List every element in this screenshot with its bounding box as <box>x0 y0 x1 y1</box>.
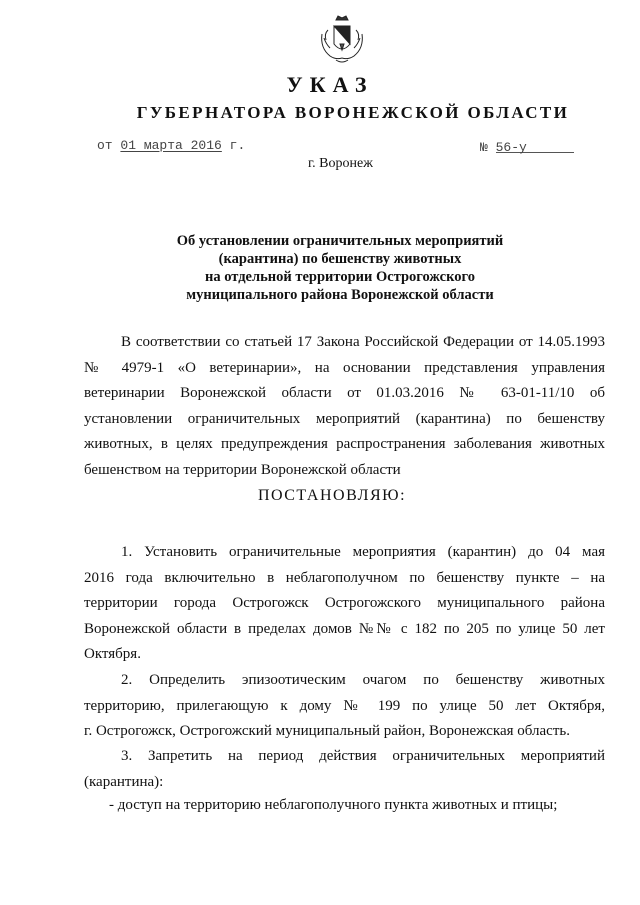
document-number <box>480 140 574 155</box>
item-2-paragraph <box>84 668 605 745</box>
item-line: 1. Установить ограничительные мероприятия (карантин) до 04 мая <box>121 544 605 560</box>
heading-line: муниципального района Воронежской области <box>186 287 494 303</box>
item-line: Октября. <box>84 646 141 662</box>
item-line: Воронежской области в пределах домов №№ с 182 по 205 по улице 50 лет <box>84 620 605 637</box>
document-title: УКАЗ <box>286 72 374 97</box>
item-line: 2. Определить эпизоотическим очагом по бешенству животных <box>121 672 605 688</box>
date-suffix: г. <box>229 138 246 153</box>
preamble-line: животных, в целях предупреждения распространения заболевания животных <box>84 436 605 452</box>
item-line: 3. Запретить на период действия ограничительных мероприятий <box>121 748 605 764</box>
document-heading <box>140 232 540 304</box>
decree-word: ПОСТАНОВЛЯЮ: <box>257 487 407 504</box>
item-line: территории города Острогожск Острогожского муниципального района <box>84 595 605 611</box>
date-prefix: от <box>97 138 113 153</box>
bullet-item: - доступ на территорию неблагополучного пункта животных и птицы; <box>109 797 558 813</box>
preamble-line: бешенством на территории Воронежской области <box>84 461 401 478</box>
document-date <box>97 138 245 153</box>
document-issuer: ГУБЕРНАТОРА ВОРОНЕЖСКОЙ ОБЛАСТИ <box>136 103 570 122</box>
heading-line: (карантина) по бешенству животных <box>218 251 462 267</box>
number-prefix: № <box>480 140 488 155</box>
heading-line: на отдельной территории Острогожского <box>204 269 475 285</box>
preamble-paragraph <box>84 330 605 483</box>
item-line: (карантина): <box>84 773 164 790</box>
item-line: территорию, прилегающую к дому № 199 по улице 50 лет Октября, <box>84 697 605 714</box>
item-3-paragraph <box>84 744 605 795</box>
preamble-line: В соответствии со статьей 17 Закона Российской Федерации от 14.05.1993 <box>121 334 605 350</box>
number-value: 56-у <box>495 140 527 155</box>
coat-of-arms-emblem <box>318 14 366 66</box>
preamble-line: № 4979-1 «О ветеринарии», на основании представления управления <box>84 359 605 376</box>
heading-line: Об установлении ограничительных мероприятий <box>176 233 504 249</box>
city-label: г. Воронеж <box>308 156 373 171</box>
preamble-line: установлении ограничительных мероприятий (карантина) по бешенству <box>84 410 605 427</box>
item-line: г. Острогожск, Острогожский муниципальный район, Воронежская область. <box>84 723 570 739</box>
item-1-paragraph <box>84 540 605 668</box>
preamble-line: ветеринарии Воронежской области от 01.03.2016 № 63-01-11/10 об <box>84 385 605 401</box>
date-value: 01 марта 2016 <box>120 138 222 153</box>
item-line: 2016 года включительно в неблагополучном по бешенству пункте – на <box>84 569 605 586</box>
